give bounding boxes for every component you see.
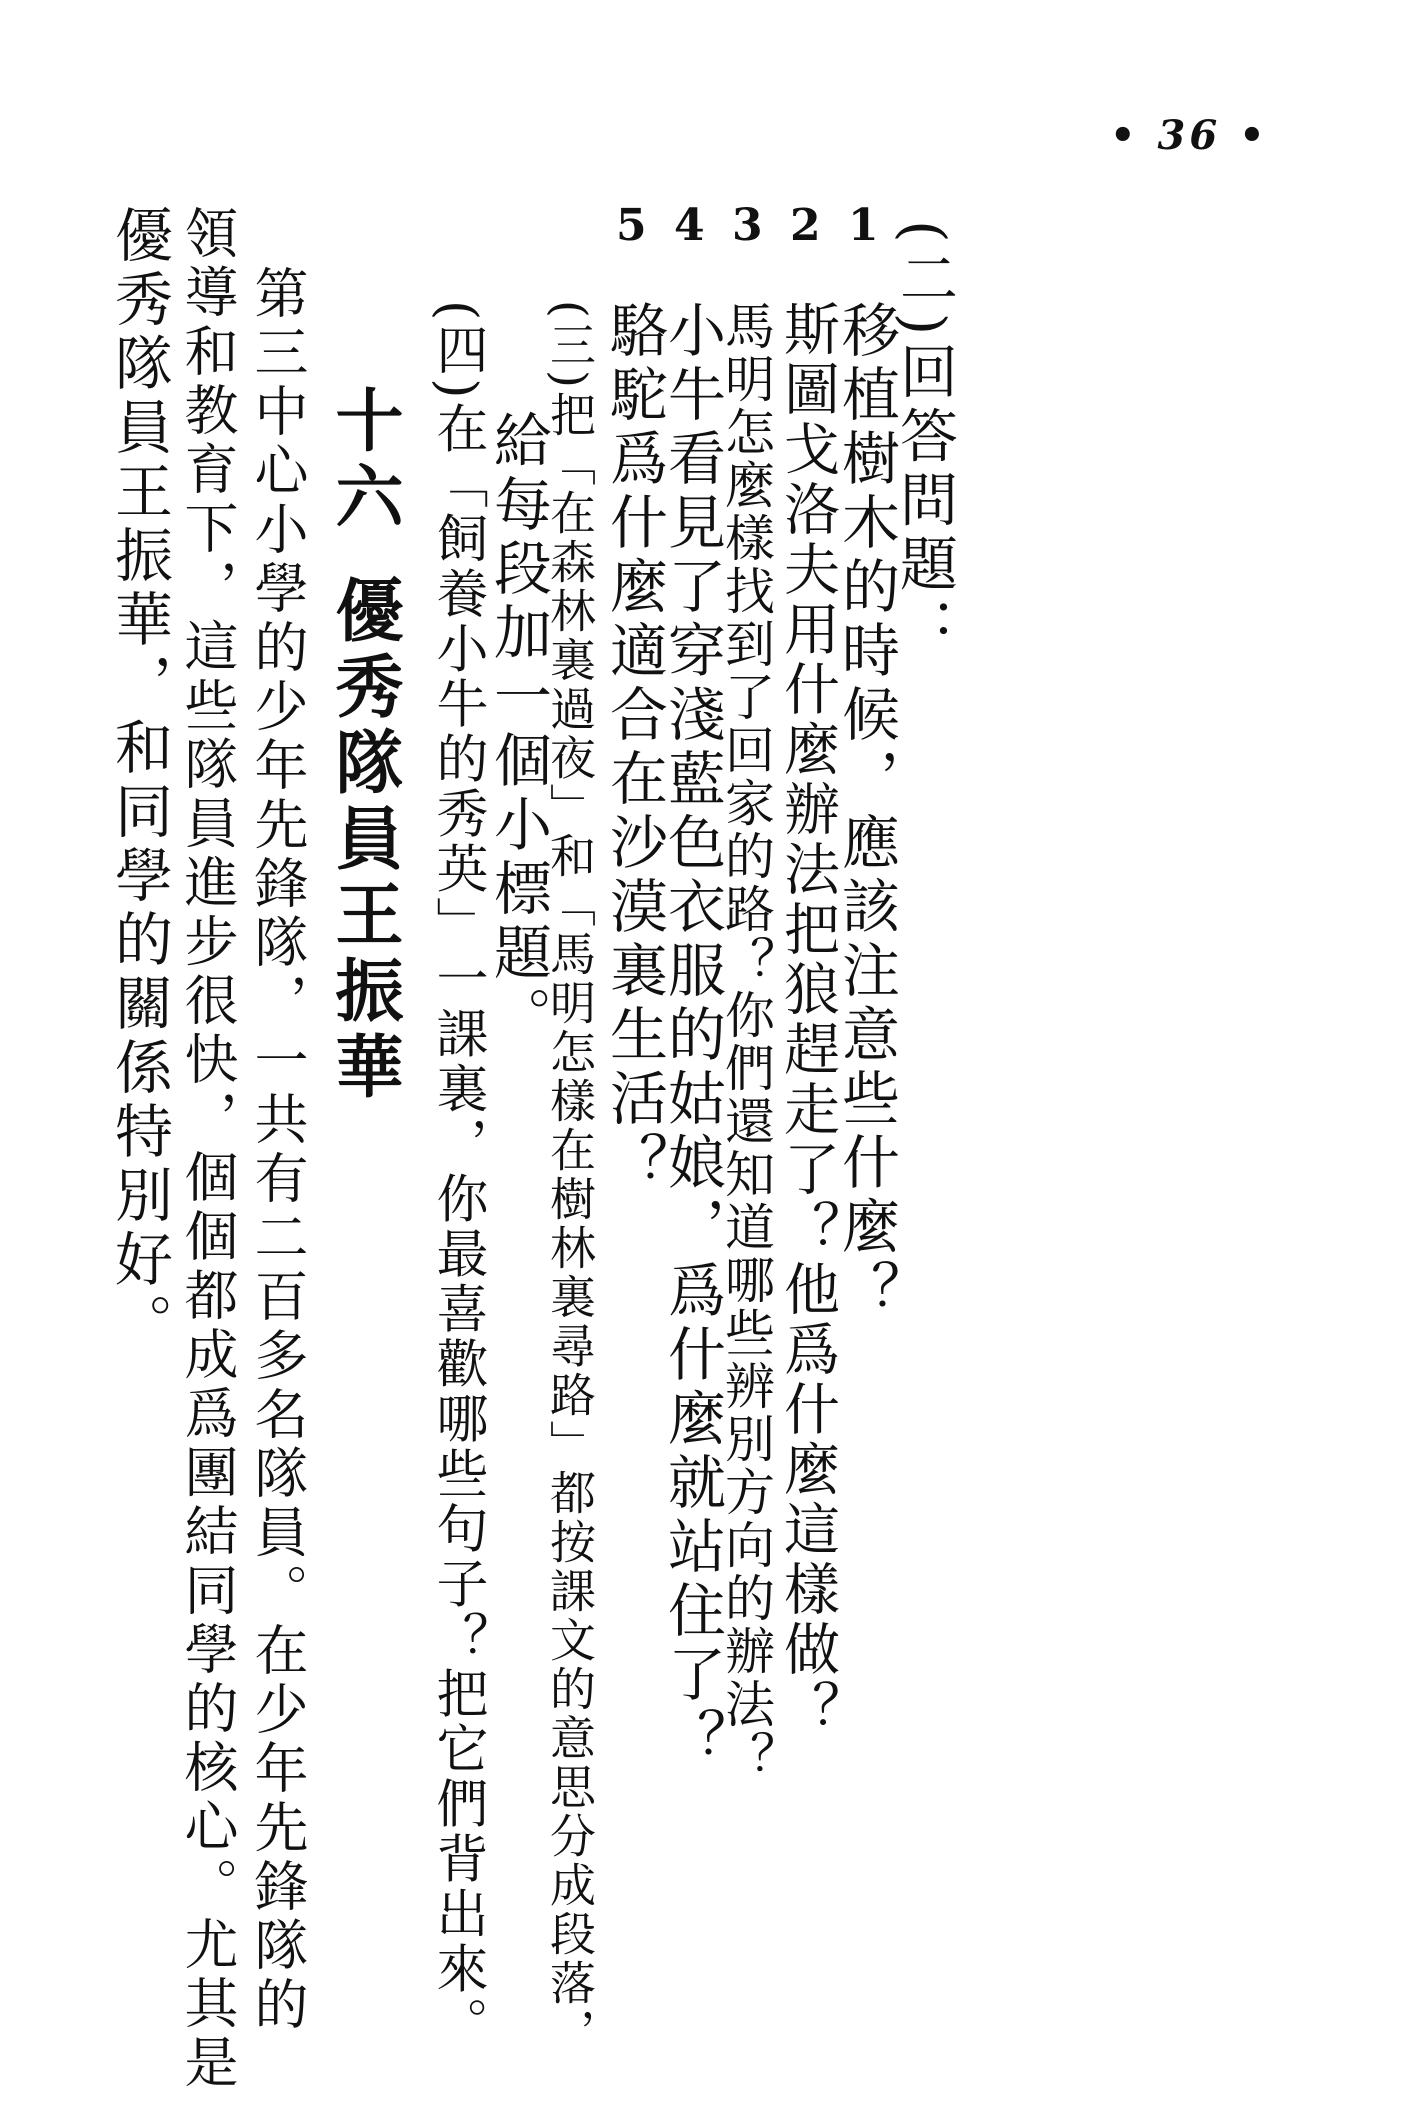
lesson-title: 優秀隊員王振華 xyxy=(324,575,404,1107)
page-number: • 36 • xyxy=(1110,112,1269,159)
lesson-number: 十六 xyxy=(324,385,404,537)
question-text: 小牛看見了穿淺藍色衣服的姑娘，爲什麼就站住了？ xyxy=(658,300,726,1772)
question-text: 馬明怎麼樣找到了回家的路？你們還知道哪些辨別方向的辦法？ xyxy=(717,300,775,1784)
question-number: 1 xyxy=(848,200,879,251)
question-number: 5 xyxy=(616,200,647,251)
question-number: 3 xyxy=(732,200,763,251)
question-number: 2 xyxy=(790,200,821,251)
section-4-text: (四)在「飼養小牛的秀英」一課裏，你最喜歡哪些句子？把它們背出來。 xyxy=(427,300,487,2052)
question-text: 斯圖戈洛夫用什麼辦法把狼趕走了？他爲什麼這樣做？ xyxy=(775,300,840,1740)
paragraph-line: 優秀隊員王振華，和同學的關係特別好。 xyxy=(105,205,173,1357)
paragraph-line: 領導和教育下，這些隊員進步很快，個個都成爲團結同學的核心。尤其是 xyxy=(176,205,239,2093)
question-text: 駱駝爲什麼適合在沙漠裏生活？ xyxy=(600,300,668,1196)
question-number: 4 xyxy=(674,200,705,251)
section-3-continuation: 給每段加一個小標題。 xyxy=(484,410,552,1050)
question-text: 移植樹木的時候，應該注意些什麼？ xyxy=(832,300,900,1324)
section-2-title: (二)回答問題： xyxy=(890,220,958,662)
paragraph-line: 第三中心小學的少年先鋒隊，一共有二百多名隊員。在少年先鋒隊的 xyxy=(246,265,309,2035)
section-3-text: (三)把「在森林裏過夜」和「馬明怎樣在樹林裏尋路」都按課文的意思分成段落， xyxy=(543,300,597,2057)
